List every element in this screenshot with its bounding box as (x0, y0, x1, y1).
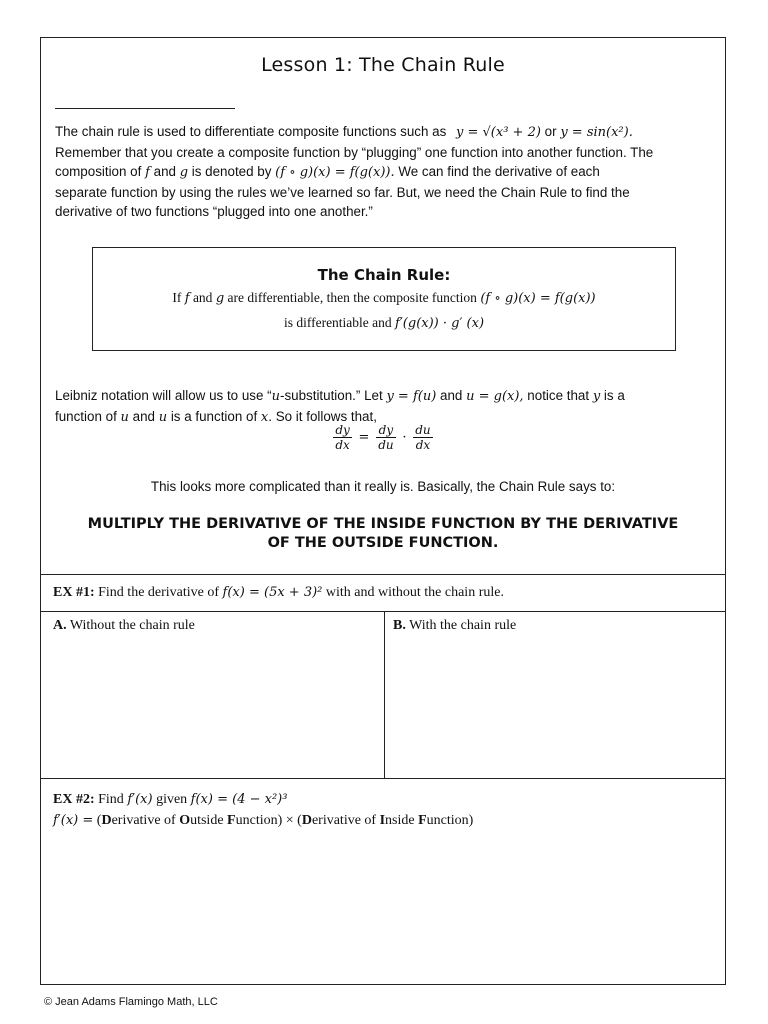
divider-cell-vertical (384, 611, 385, 778)
emphasis-line-1: MULTIPLY THE DERIVATIVE OF THE INSIDE FUNCTION BY THE DERIVATIVE (87, 516, 679, 532)
divider-ex1-top (41, 574, 725, 575)
divider-ex1-cells (41, 611, 725, 612)
chain-rule-heading: The Chain Rule: (317, 266, 451, 284)
divider-ex2-top (41, 778, 725, 779)
ex1-prompt: EX #1: Find the derivative of f(x) = (5x + 3)² with and without the chain rule. (53, 585, 504, 600)
intro-line-3: composition of f and g is denoted by (f ∘ g)(x) = f(g(x)). We can find the derivative of each (55, 164, 600, 180)
intro-paragraph (55, 122, 715, 222)
ex1-cell-b-header: B. With the chain rule (393, 618, 517, 633)
intro-line-1: The chain rule is used to differentiate composite functions such as y = √(x³ + 2) or y = sin(x²). (55, 124, 633, 140)
fraction-du-dx: $\frac{du}{dx}$ (415, 423, 431, 452)
ex1-cell-a-header: A. Without the chain rule (53, 618, 195, 633)
leibniz-line-2: function of u and u is a function of x. So it follows that, (55, 408, 377, 425)
leibniz-equation: $\frac{dy}{dx}$ = $\frac{dy}{du}$ · $\frac{du}{dx}$ (335, 423, 431, 452)
chain-rule-box (92, 247, 676, 351)
name-underline (55, 108, 235, 109)
fraction-dy-du: $\frac{dy}{du}$ (378, 423, 394, 452)
summary-text: This looks more complicated than it really is. Basically, the Chain Rule says to: (150, 479, 616, 494)
intro-line-2: Remember that you create a composite function by “plugging” one function into another function. The (55, 144, 654, 160)
chain-rule-line-2: is differentiable and f′(g(x)) · g′ (x) (283, 315, 485, 331)
worksheet-page (40, 37, 726, 985)
fraction-dy-dx: $\frac{dy}{dx}$ (335, 423, 350, 452)
ex2-prompt: EX #2: Find f′(x) given f(x) = (4 − x²)³ (53, 792, 288, 807)
ex2-formula: f′(x) = (Derivative of Outside Function) × (Derivative of Inside Function) (53, 813, 474, 828)
page-title: Lesson 1: The Chain Rule (261, 54, 505, 76)
chain-rule-line-1: If f and g are differentiable, then the composite function (f ∘ g)(x) = f(g(x)) (172, 290, 596, 306)
intro-line-4: separate function by using the rules we’ve learned so far. But, we need the Chain Rule to find the (55, 184, 630, 200)
emphasis-line-2: OF THE OUTSIDE FUNCTION. (267, 535, 499, 551)
leibniz-line-1: Leibniz notation will allow us to use “u-substitution.” Let y = f(u) and u = g(x), notice that y is a (55, 388, 625, 404)
intro-line-5: derivative of two functions “plugged into one another.” (55, 204, 373, 219)
leibniz-paragraph (55, 386, 715, 427)
copyright-footer: © Jean Adams Flamingo Math, LLC (44, 996, 218, 1008)
